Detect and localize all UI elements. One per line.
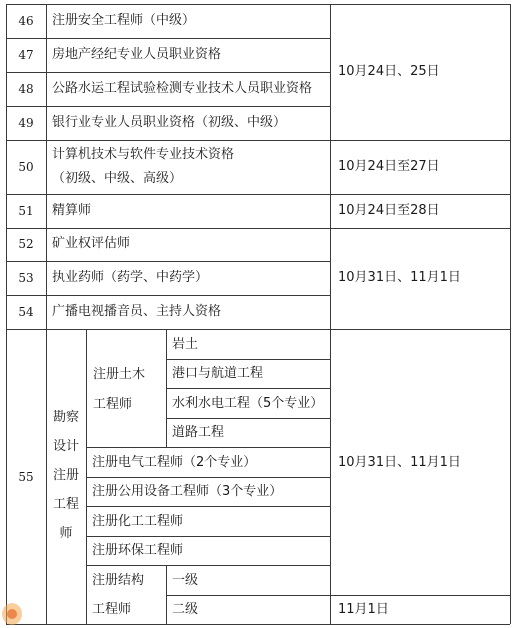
exam-date: 10月24日、25日 (338, 64, 440, 79)
qualification-name: 银行业专业人员职业资格（初级、中级） (52, 115, 287, 130)
qualification-name: 注册安全工程师（中级） (52, 13, 196, 28)
qualification-name: 计算机技术与软件专业技术资格 (52, 147, 235, 162)
row-number: 55 (18, 470, 34, 484)
col-line (166, 329, 167, 447)
qualification-name: 精算师 (52, 203, 92, 218)
structural-level: 二级 (172, 602, 199, 617)
civil-subspecialty: 道路工程 (172, 425, 225, 440)
survey-design-group-label (46, 403, 86, 548)
qualification-name: 房地产经纪专业人员职业资格 (52, 47, 222, 62)
row-line (6, 329, 510, 330)
structural-engineer-label: 工程师 (92, 602, 132, 617)
row-line (6, 72, 330, 73)
electrical-engineer: 注册电气工程师（2个专业） (92, 455, 257, 470)
row-line (166, 359, 330, 360)
row-line (6, 194, 510, 195)
row-line (86, 536, 330, 537)
watermark-stamp (7, 609, 17, 619)
row-line (86, 477, 330, 478)
group-char: 师 (59, 526, 73, 541)
row-line (86, 565, 330, 566)
row-line (166, 388, 330, 389)
exam-date: 10月24日至27日 (338, 159, 440, 174)
row-number: 46 (18, 14, 34, 28)
row-line (86, 506, 330, 507)
row-line (166, 418, 330, 419)
row-line (6, 106, 330, 107)
row-line (6, 38, 330, 39)
exam-date: 10月31日、11月1日 (338, 455, 461, 470)
row-line (6, 295, 330, 296)
row-line (6, 140, 510, 141)
row-number: 54 (18, 305, 34, 319)
group-char: 工程 (52, 497, 79, 512)
civil-subspecialty: 水利水电工程（5个专业） (172, 396, 324, 411)
row-number: 53 (18, 271, 34, 285)
group-char: 注册 (52, 468, 79, 483)
row-number: 52 (18, 237, 34, 251)
qualification-name: （初级、中级、高级） (52, 171, 183, 186)
qualification-name: 广播电视播音员、主持人资格 (52, 304, 222, 319)
qualification-name: 公路水运工程试验检测专业技术人员职业资格 (52, 81, 313, 96)
qualification-name: 执业药师（药学、中药学） (52, 270, 209, 285)
utility-engineer: 注册公用设备工程师（3个专业） (92, 484, 283, 499)
col-line (166, 565, 167, 624)
civil-subspecialty: 岩土 (172, 337, 199, 352)
qualification-name: 矿业权评估师 (52, 236, 131, 251)
exam-date: 10月24日至28日 (338, 203, 440, 218)
structural-level: 一级 (172, 573, 199, 588)
exam-date: 11月1日 (338, 602, 389, 617)
exam-date: 10月31日、11月1日 (338, 270, 461, 285)
civil-engineer-label: 工程师 (93, 397, 133, 412)
col-line (330, 4, 331, 624)
row-number: 49 (18, 116, 34, 130)
environmental-engineer: 注册环保工程师 (92, 543, 184, 558)
civil-engineer-label: 注册土木 (93, 367, 146, 382)
row-line (6, 228, 510, 229)
group-char: 设计 (52, 439, 79, 454)
row-number: 50 (18, 160, 34, 174)
civil-subspecialty: 港口与航道工程 (172, 366, 264, 381)
row-line (6, 4, 510, 5)
row-line (6, 261, 330, 262)
row-line (6, 624, 510, 625)
row-number: 47 (18, 48, 34, 62)
structural-engineer-label: 注册结构 (92, 573, 145, 588)
row-number: 48 (18, 82, 34, 96)
col-line (510, 4, 511, 624)
row-number: 51 (18, 204, 34, 218)
group-char: 勘察 (52, 410, 79, 425)
row-line (166, 595, 510, 596)
col-line (86, 329, 87, 624)
chemical-engineer: 注册化工工程师 (92, 514, 184, 529)
row-line (86, 447, 330, 448)
